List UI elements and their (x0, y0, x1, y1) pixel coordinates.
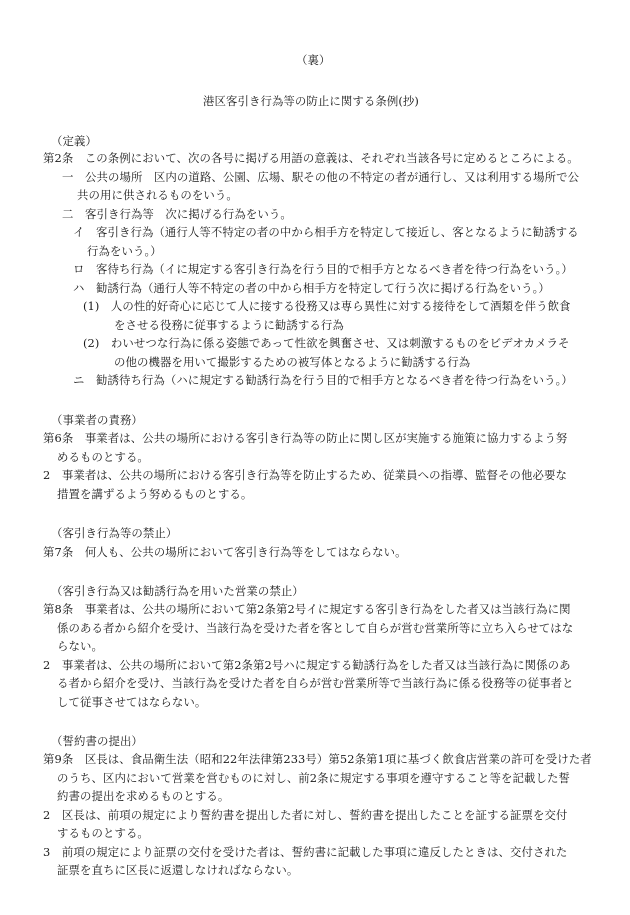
section-heading-business-ban: （客引き行為又は勧誘行為を用いた営業の禁止） (51, 584, 304, 598)
article-2-item-2-ha-1-cont: をさせる役務に従事するように勧誘する行為 (114, 318, 344, 332)
article-8-para-2-cont-2: して従事させてはならない。 (57, 695, 207, 709)
article-9-para-1-cont-2: 約書の提出を求めるものとする。 (57, 789, 230, 803)
article-2-item-2-ro: ロ 客待ち行為（イに規定する客引き行為を行う目的で相手方となるべき者を待つ行為をいう。） (73, 262, 573, 276)
article-2-item-2-ha-2: (2) わいせつな行為に係る姿態であって性欲を興奮させ、又は刺激するものをビデオカメラそ (83, 336, 570, 350)
article-9-para-3: 3 前項の規定により証票の交付を受けた者は、誓約書に記載した事項に違反したときは、交付された (43, 845, 568, 859)
article-9-para-2-cont: するものとする。 (57, 826, 149, 840)
page-label: （裏） (296, 53, 331, 67)
article-2-item-2-i-cont: 行為をいう。） (87, 244, 162, 258)
article-8-para-1-cont-1: 係のある者から紹介を受け、当該行為を受けた者を客として自らが営む営業所等に立ち入らせてはな (57, 621, 574, 635)
article-2-item-2-ha: ハ 勧誘行為（通行人等不特定の者の中から相手方を特定して行う次に掲げる行為をいう。） (73, 281, 550, 295)
article-2-item-2-ha-1: (1) 人の性的好奇心に応じて人に接する役務又は専ら異性に対する接待をして酒類を伴う飲食 (83, 299, 571, 313)
article-2-lead: 第2条 この条例において、次の各号に掲げる用語の意義は、それぞれ当該各号に定めるところによる。 (43, 151, 579, 165)
article-7-para-1: 第7条 何人も、公共の場所において客引き行為等をしてはならない。 (43, 545, 407, 559)
document-title: 港区客引き行為等の防止に関する条例(抄) (203, 94, 419, 108)
article-8-para-2: 2 事業者は、公共の場所において第2条第2号ハに規定する勧誘行為をした者又は当該行為に関係のあ (43, 658, 571, 672)
article-2-item-2-i: イ 客引き行為（通行人等不特定の者の中から相手方を特定して接近し、客となるように勧誘する (73, 225, 579, 239)
article-6-para-1: 第6条 事業者は、公共の場所における客引き行為等の防止に関し区が実施する施策に協力するよう努 (43, 431, 568, 445)
section-heading-solicitation-ban: （客引き行為等の禁止） (51, 526, 178, 540)
article-8-para-1-cont-2: らない。 (57, 639, 103, 653)
article-8-para-1: 第8条 事業者は、公共の場所において第2条第2号イに規定する客引き行為をした者又は当該行為に関 (43, 602, 571, 616)
article-9-para-3-cont: 証票を直ちに区長に返還しなければならない。 (57, 863, 299, 877)
article-2-item-2-ha-2-cont: の他の機器を用いて撮影するための被写体となるように勧誘する行為 (114, 355, 471, 369)
article-2-item-2: 二 客引き行為等 次に掲げる行為をいう。 (62, 207, 292, 221)
article-9-para-1: 第9条 区長は、食品衛生法（昭和22年法律第233号）第52条第1項に基づく飲食店営業の許可を受けた者 (43, 752, 592, 766)
article-9-para-1-cont-1: のうち、区内において営業を営むものに対し、前2条に規定する事項を遵守すること等を記載した誓 (57, 771, 570, 785)
article-6-para-2: 2 事業者は、公共の場所における客引き行為等を防止するため、従業員への指導、監督その他必要な (43, 468, 567, 482)
article-8-para-2-cont-1: る者から紹介を受け、当該行為を受けた者を自らが営む営業所等で当該行為に係る役務等の従事者と (57, 676, 574, 690)
article-6-para-1-cont: めるものとする。 (57, 450, 149, 464)
section-heading-business-duty: （事業者の責務） (51, 413, 143, 427)
section-heading-definitions: （定義） (51, 134, 97, 148)
section-heading-pledge: （誓約書の提出） (51, 734, 143, 748)
article-6-para-2-cont: 措置を講ずるよう努めるものとする。 (57, 487, 253, 501)
article-2-item-2-ni: ニ 勧誘待ち行為（ハに規定する勧誘行為を行う目的で相手方となるべき者を待つ行為をいう。） (73, 373, 573, 387)
article-2-item-1-cont: 共の用に供されるものをいう。 (77, 188, 238, 202)
article-2-item-1: 一 公共の場所 区内の道路、公園、広場、駅その他の不特定の者が通行し、又は利用する場所で公 (62, 170, 580, 184)
article-9-para-2: 2 区長は、前項の規定により誓約書を提出した者に対し、誓約書を提出したことを証する証票を交付 (43, 808, 568, 822)
